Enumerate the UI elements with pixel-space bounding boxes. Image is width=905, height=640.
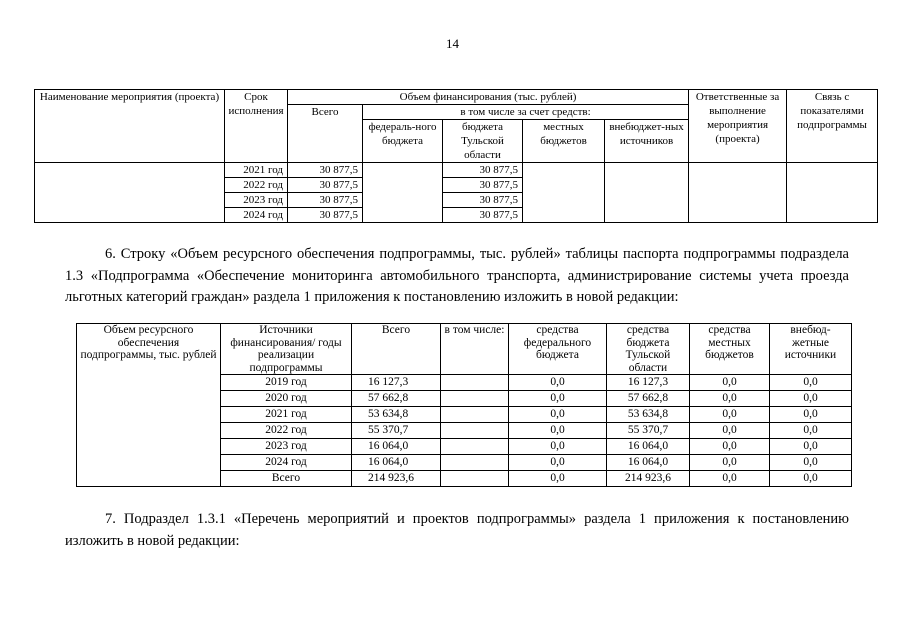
total-cell: 55 370,7	[352, 423, 441, 439]
incl-cell	[441, 407, 509, 423]
measures-financing-table	[34, 89, 878, 223]
incl-cell	[441, 455, 509, 471]
region-cell: 214 923,6	[607, 471, 690, 487]
header-region: бюджета Тульской области	[443, 120, 523, 163]
header-total: Всего	[352, 324, 441, 375]
region-cell: 16 064,0	[607, 439, 690, 455]
incl-cell	[441, 471, 509, 487]
region-cell: 57 662,8	[607, 391, 690, 407]
paragraph-7-text: 7. Подраздел 1.3.1 «Перечень мероприятий и проектов подпрограммы» раздела 1 приложения к постановлению изложить в новой редакции:	[65, 511, 849, 549]
extra-cell: 0,0	[770, 471, 852, 487]
empty-cell	[35, 163, 225, 223]
header-volume: Объем ресурсного обеспечения подпрограммы, тыс. рублей	[77, 324, 221, 487]
header-total: Всего	[288, 105, 363, 163]
region-cell: 16 127,3	[607, 375, 690, 391]
header-including: в том числе за счет средств:	[363, 105, 689, 120]
header-extra: внебюджет-ных источников	[605, 120, 689, 163]
extra-cell: 0,0	[770, 455, 852, 471]
table-row	[35, 163, 878, 178]
header-local: средства местных бюджетов	[690, 324, 770, 375]
paragraph-6	[65, 244, 849, 309]
federal-cell: 0,0	[509, 423, 607, 439]
header-term: Срок исполнения	[225, 90, 288, 163]
resource-provision-table	[76, 323, 852, 487]
header-local: местных бюджетов	[523, 120, 605, 163]
year-cell: 2022 год	[225, 178, 288, 193]
header-sources: Источники финансирования/ годы реализации подпрограммы	[221, 324, 352, 375]
header-name: Наименование мероприятия (проекта)	[35, 90, 225, 163]
federal-cell: 0,0	[509, 455, 607, 471]
total-cell: 30 877,5	[288, 163, 363, 178]
incl-cell	[441, 391, 509, 407]
region-cell: 30 877,5	[443, 163, 523, 178]
incl-cell	[441, 439, 509, 455]
local-cell: 0,0	[690, 375, 770, 391]
total-cell: 16 064,0	[352, 455, 441, 471]
year-cell: 2020 год	[221, 391, 352, 407]
year-cell: 2022 год	[221, 423, 352, 439]
header-federal: федераль-ного бюджета	[363, 120, 443, 163]
incl-cell	[441, 375, 509, 391]
header-financing: Объем финансирования (тыс. рублей)	[288, 90, 689, 105]
total-cell: 16 127,3	[352, 375, 441, 391]
extra-cell: 0,0	[770, 439, 852, 455]
local-cell: 0,0	[690, 471, 770, 487]
year-cell: 2023 год	[225, 193, 288, 208]
region-cell: 53 634,8	[607, 407, 690, 423]
header-region: средства бюджета Тульской области	[607, 324, 690, 375]
extra-cell: 0,0	[770, 375, 852, 391]
year-cell: 2021 год	[225, 163, 288, 178]
paragraph-6-text: 6. Строку «Объем ресурсного обеспечения подпрограммы, тыс. рублей» таблицы паспорта подпрограммы подраздела 1.3 «Подпрограмма «Обеспечение мониторинга автомобильного транспорта, администрирование системы учета проезда льготных категорий граждан» раздела 1 приложения к постановлению изложить в новой редакции:	[65, 246, 849, 305]
year-cell: 2024 год	[225, 208, 288, 223]
total-cell: 16 064,0	[352, 439, 441, 455]
total-cell: 53 634,8	[352, 407, 441, 423]
responsible-cell	[689, 163, 787, 223]
year-cell: 2021 год	[221, 407, 352, 423]
extra-cell: 0,0	[770, 423, 852, 439]
federal-cell: 0,0	[509, 439, 607, 455]
region-cell: 30 877,5	[443, 178, 523, 193]
paragraph-7	[65, 509, 849, 552]
header-responsible: Ответственные за выполнение мероприятия (проекта)	[689, 90, 787, 163]
header-link: Связь с показателями подпрограммы	[787, 90, 878, 163]
extra-cell: 0,0	[770, 407, 852, 423]
extra-cell	[605, 163, 689, 223]
total-cell: 57 662,8	[352, 391, 441, 407]
region-cell: 30 877,5	[443, 193, 523, 208]
federal-cell: 0,0	[509, 407, 607, 423]
year-cell: 2023 год	[221, 439, 352, 455]
local-cell: 0,0	[690, 439, 770, 455]
extra-cell: 0,0	[770, 391, 852, 407]
local-cell	[523, 163, 605, 223]
federal-cell: 0,0	[509, 391, 607, 407]
federal-cell: 0,0	[509, 471, 607, 487]
local-cell: 0,0	[690, 391, 770, 407]
local-cell: 0,0	[690, 407, 770, 423]
total-cell: 30 877,5	[288, 193, 363, 208]
local-cell: 0,0	[690, 455, 770, 471]
federal-cell	[363, 163, 443, 223]
local-cell: 0,0	[690, 423, 770, 439]
total-cell: 30 877,5	[288, 208, 363, 223]
region-cell: 16 064,0	[607, 455, 690, 471]
header-extra: внебюд-жетные источники	[770, 324, 852, 375]
incl-cell	[441, 423, 509, 439]
header-federal: средства федерального бюджета	[509, 324, 607, 375]
region-cell: 30 877,5	[443, 208, 523, 223]
total-cell: 214 923,6	[352, 471, 441, 487]
year-cell: Всего	[221, 471, 352, 487]
link-cell	[787, 163, 878, 223]
total-cell: 30 877,5	[288, 178, 363, 193]
federal-cell: 0,0	[509, 375, 607, 391]
year-cell: 2024 год	[221, 455, 352, 471]
year-cell: 2019 год	[221, 375, 352, 391]
region-cell: 55 370,7	[607, 423, 690, 439]
page-number: 14	[446, 36, 459, 51]
header-including: в том числе:	[441, 324, 509, 375]
